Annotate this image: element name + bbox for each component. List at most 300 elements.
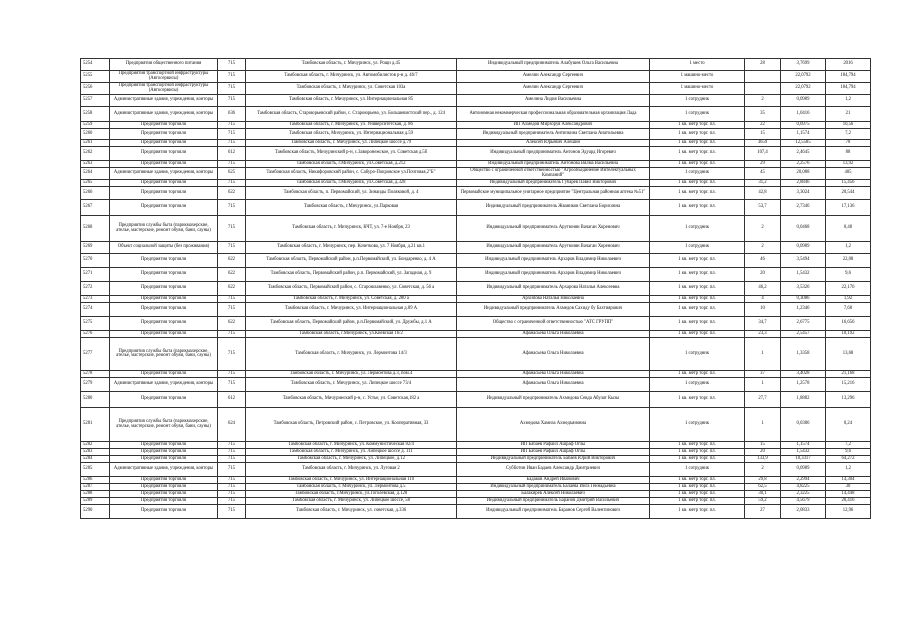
quantity-cell: 1 (745, 338, 781, 371)
total-cell: 14,448 (826, 491, 871, 498)
calc-unit-cell: 1 кв. метр торг. пл. (650, 296, 745, 303)
object-type-cell: Объект социальной защиты (без проживания) (110, 242, 218, 254)
row-number-cell: 5281 (81, 408, 110, 442)
quantity-cell: 28 (745, 59, 781, 71)
quantity-cell: 4 (745, 296, 781, 303)
object-type-cell: Административные здания, учреждения, конторы (110, 463, 218, 477)
table-row (81, 187, 871, 200)
object-type-cell: Предприятия торговли (110, 200, 218, 216)
owner-cell: Индивидуальный предприниматель Баранов Дмитрий Васильевич (457, 498, 650, 505)
total-cell: 20,544 (826, 187, 871, 200)
table-row (81, 442, 871, 449)
total-cell: 9,6 (826, 268, 871, 282)
total-cell: 21 (826, 107, 871, 122)
object-type-cell: Предприятия службы быта (парикмахерские, ателье, мастерские, ремонт обуви, бани, сауны) (110, 338, 218, 371)
okato-code-cell: 715 (218, 491, 246, 498)
address-cell: Тамбовская область, г. Мичуринск, ул. Липецкое, д.12 (246, 456, 457, 463)
norm-cell: 0,6975 (781, 122, 826, 129)
object-type-cell: Предприятия торговли (110, 122, 218, 129)
okato-code-cell: 622 (218, 282, 246, 296)
table-row (81, 296, 871, 303)
calc-unit-cell: 1 кв. метр торг. пл. (650, 282, 745, 296)
address-cell: Тамбовская область, г. Мичуринск, ул. Лермонтова 14/3 (246, 338, 457, 371)
owner-cell: Ахмедова Хамиза Ахмедъяновна (457, 408, 650, 442)
object-type-cell: Предприятия торговли (110, 254, 218, 268)
object-type-cell: Предприятия торговли (110, 187, 218, 200)
address-cell: Тамбовская область, г. Мичуринск, ул. Рощи д.45 (246, 59, 457, 71)
calc-unit-cell: 1 сотрудник (650, 378, 745, 392)
row-number-cell: 5260 (81, 129, 110, 140)
okato-code-cell: 715 (218, 200, 246, 216)
total-cell: 13,296 (826, 392, 871, 408)
row-number-cell: 5279 (81, 378, 110, 392)
row-number-cell: 5254 (81, 59, 110, 71)
object-type-cell: Административные здания, учреждения, конторы (110, 95, 218, 107)
quantity-cell: 62,5 (745, 484, 781, 491)
norm-cell: 2,3225 (781, 491, 826, 498)
okato-code-cell: 715 (218, 242, 246, 254)
total-cell: 13,68 (826, 338, 871, 371)
address-cell: Тамбовская область, г. Мичуринск, ул. Луговая 2 (246, 463, 457, 477)
object-type-cell: Предприятия торговли (110, 268, 218, 282)
calc-unit-cell: 1 сотрудник (650, 242, 745, 254)
quantity-cell: 30,1 (745, 491, 781, 498)
okato-code-cell: 622 (218, 254, 246, 268)
okato-code-cell: 715 (218, 505, 246, 519)
norm-cell: 2,6775 (781, 317, 826, 331)
calc-unit-cell: 1 кв. метр торг. пл. (650, 505, 745, 519)
calc-unit-cell: 1 кв. метр торг. пл. (650, 456, 745, 463)
norm-cell: 3,5326 (781, 282, 826, 296)
calc-unit-cell: 1 машино-место (650, 83, 745, 95)
owner-cell: Индивидуальный предприниматель Архаров Владимир Николаевич (457, 268, 650, 282)
table-row (81, 505, 871, 519)
object-type-cell: Предприятия торговли (110, 140, 218, 147)
okato-code-cell: 612 (218, 392, 246, 408)
norm-cell: 3,4028 (781, 371, 826, 378)
owner-cell: Индивидуальный предприниматель Алабушев Ольга Васильевна (457, 59, 650, 71)
address-cell: Тамбовская область, г. Мичуринск, ул. Советская 103а (246, 83, 457, 95)
calc-unit-cell: 1 машино-место (650, 71, 745, 83)
address-cell: Тамбовская область, г. Мичуринск, пер. Кочеткова, ул. 7 Ноября, д.21 кв.1 (246, 242, 457, 254)
okato-code-cell: 715 (218, 484, 246, 491)
table-row (81, 463, 871, 477)
row-number-cell: 5270 (81, 254, 110, 268)
quantity-cell: 37 (745, 371, 781, 378)
owner-cell: Индивидуальный предприниматель Губарев Павел Викторович (457, 180, 650, 187)
address-cell: Тамбовская область, г. Мичуринск, ул. Липецкое шоссе 73/4 (246, 378, 457, 392)
total-cell: 17,136 (826, 200, 871, 216)
row-number-cell: 5259 (81, 122, 110, 129)
address-cell: Тамбовская область, Первомайский район, р.п.Первомайский, ул. Бондаренко, д. 4 А (246, 254, 457, 268)
calc-unit-cell: 1 кв. метр торг. пл. (650, 491, 745, 498)
row-number-cell: 5286 (81, 477, 110, 484)
object-type-cell: Предприятия торговли (110, 392, 218, 408)
calc-unit-cell: 1 место (650, 59, 745, 71)
norm-cell: 1,5432 (781, 268, 826, 282)
okato-code-cell: 715 (218, 140, 246, 147)
quantity-cell: 42,8 (745, 187, 781, 200)
quantity-cell: 35 (745, 107, 781, 122)
owner-cell: Индивидуальный предприниматель Бабаев Юрий Викторович (457, 456, 650, 463)
total-cell: 2016 (826, 59, 871, 71)
calc-unit-cell: 1 кв. метр торг. пл. (650, 477, 745, 484)
address-cell: Тамбовская область, Мичуринский р-н, с.Заворонежское, ул. Советская д.5б (246, 147, 457, 161)
okato-code-cell: 715 (218, 71, 246, 83)
calc-unit-cell: 1 кв. метр торг. пл. (650, 392, 745, 408)
table-row (81, 71, 871, 83)
address-cell: Тамбовская область, Первомайский район, р.п.Первомайский, ул. Дружбы, д.1 А (246, 317, 457, 331)
total-cell: 7,68 (826, 303, 871, 317)
owner-cell: Алексей Юрьевич Алешин (457, 140, 650, 147)
object-type-cell: Предприятия торговли (110, 456, 218, 463)
quantity-cell: 27 (745, 505, 781, 519)
okato-code-cell: 622 (218, 317, 246, 331)
total-cell: 28,416 (826, 498, 871, 505)
quantity-cell: 27,7 (745, 392, 781, 408)
quantity-cell: 20 (745, 449, 781, 456)
object-type-cell: Предприятия торговли (110, 282, 218, 296)
row-number-cell: 5269 (81, 242, 110, 254)
table-row (81, 491, 871, 498)
row-number-cell: 5284 (81, 456, 110, 463)
owner-cell: Индивидуальный предприниматель Жваников Светлана Борисовна (457, 200, 650, 216)
quantity-cell: 22 (745, 122, 781, 129)
owner-cell: Индивидуальный предприниматель Антонов Эдуард Игоревич (457, 147, 650, 161)
calc-unit-cell: 1 кв. метр торг. пл. (650, 122, 745, 129)
row-number-cell: 5263 (81, 161, 110, 168)
object-type-cell: Предприятия торговли (110, 317, 218, 331)
okato-code-cell: 715 (218, 498, 246, 505)
row-number-cell: 5258 (81, 107, 110, 122)
total-cell: 14,304 (826, 477, 871, 484)
row-number-cell: 5288 (81, 491, 110, 498)
row-number-cell: 5283 (81, 449, 110, 456)
norm-cell: 0,3086 (781, 296, 826, 303)
address-cell: Тамбовская область, Петровский район, с. Петровское, ул. Кооперативная, 33 (246, 408, 457, 442)
owner-cell: Индивидуальный предприниматель Арутюнян Вачаган Хоренович (457, 242, 650, 254)
row-number-cell: 5277 (81, 338, 110, 371)
calc-unit-cell: 1 сотрудник (650, 95, 745, 107)
object-type-cell: Предприятия торговли (110, 296, 218, 303)
address-cell: Тамбовская область, Никифоровский район, с. Сабуро-Покровское ул.Почтовая,2"Б" (246, 168, 457, 180)
address-cell: Тамбовская область, Первомайский район, р.п. Первомайский, ул. Западная, д. 9 (246, 268, 457, 282)
norm-cell: 0,0989 (781, 95, 826, 107)
norm-cell: 0,0468 (781, 216, 826, 242)
table-row (81, 83, 871, 95)
okato-code-cell: 636 (218, 107, 246, 122)
total-cell: 21,168 (826, 371, 871, 378)
row-number-cell: 5276 (81, 331, 110, 338)
quantity-cell: 53,7 (745, 200, 781, 216)
total-cell: 16,656 (826, 317, 871, 331)
object-type-cell: Предприятия торговли (110, 484, 218, 491)
table-row (81, 147, 871, 161)
quantity-cell: 59,2 (745, 498, 781, 505)
total-cell: 0,48 (826, 216, 871, 242)
row-number-cell: 5287 (81, 484, 110, 491)
calc-unit-cell: 1 сотрудник (650, 216, 745, 242)
address-cell: Тамбовская область, г. Мичуринск, ул. Липецкое шоссе д.79 (246, 140, 457, 147)
object-type-cell: Предприятия торговли (110, 491, 218, 498)
okato-code-cell: 715 (218, 338, 246, 371)
table-row (81, 317, 871, 331)
calc-unit-cell: 1 сотрудник (650, 408, 745, 442)
owner-cell: Общество с ограниченной ответственностью "АТС ГРУПП" (457, 317, 650, 331)
owner-cell: Индивидуальный предприниматель Арутюнян Вачаган Хоренович (457, 216, 650, 242)
norm-cell: 2,2994 (781, 477, 826, 484)
owner-cell: ИП Бабаев Рафаил Ашраф Оглы (457, 449, 650, 456)
quantity-cell: 15 (745, 129, 781, 140)
object-type-cell: Административные здания, учреждения, конторы (110, 107, 218, 122)
owner-cell: Афанасьева Ольга Николаевна (457, 331, 650, 338)
row-number-cell: 5264 (81, 168, 110, 180)
calc-unit-cell: 1 кв. метр торг. пл. (650, 140, 745, 147)
calc-unit-cell: 1 кв. метр торг. пл. (650, 303, 745, 317)
address-cell: Тамбовская область, г. Мичуринск, КЧТ, ул. 7-е Ноября, 23 (246, 216, 457, 242)
total-cell: 10,192 (826, 331, 871, 338)
norm-cell: 2,4645 (781, 147, 826, 161)
object-type-cell: Предприятия торговли (110, 303, 218, 317)
row-number-cell: 5273 (81, 296, 110, 303)
object-type-cell: Предприятия транспортной инфраструктуры (Автосервисы) (110, 71, 218, 83)
owner-cell: Индивидуальный предприниматель Антипкина Светлана Анатольевна (457, 129, 650, 140)
total-cell: 22,08 (826, 254, 871, 268)
calc-unit-cell: 1 кв. метр торг. пл. (650, 254, 745, 268)
object-type-cell: Административные здания, учреждения, конторы (110, 378, 218, 392)
row-number-cell: 5268 (81, 216, 110, 242)
address-cell: Тамбовская область, г. Мичуринск, ул. Университетская, д. 86 (246, 122, 457, 129)
total-cell: 22,176 (826, 282, 871, 296)
okato-code-cell: 715 (218, 442, 246, 449)
calc-unit-cell: 1 сотрудник (650, 338, 745, 371)
calc-unit-cell: 1 кв. метр торг. пл. (650, 498, 745, 505)
okato-code-cell: 612 (218, 147, 246, 161)
address-cell: Тамбовская область, Староюрьевский район, с. Староюрьево, ул. Большевистский пер., д. 124 (246, 107, 457, 122)
okato-code-cell: 715 (218, 59, 246, 71)
row-number-cell: 5271 (81, 268, 110, 282)
okato-code-cell: 622 (218, 187, 246, 200)
row-number-cell: 5278 (81, 371, 110, 378)
address-cell: Тамбовская область, г. Мичуринск, ул. Коммунистическая 82/4 (246, 442, 457, 449)
norm-cell: 12,5585 (781, 140, 826, 147)
row-number-cell: 5290 (81, 505, 110, 519)
norm-cell: 0,0989 (781, 242, 826, 254)
table-row (81, 59, 871, 71)
calc-unit-cell: 1 кв. метр торг. пл. (650, 371, 745, 378)
address-cell: Тамбовская область, г. Мичуринск, ул. Лермонтова д.5 (246, 484, 457, 491)
object-type-cell: Предприятия торговли (110, 442, 218, 449)
row-number-cell: 5261 (81, 140, 110, 147)
row-number-cell: 5285 (81, 463, 110, 477)
register-table (80, 58, 871, 519)
quantity-cell: 34,7 (745, 317, 781, 331)
table-row (81, 331, 871, 338)
table-row (81, 216, 871, 242)
owner-cell: Афанасьева Ольга Николаевна (457, 371, 650, 378)
okato-code-cell: 715 (218, 378, 246, 392)
okato-code-cell: 715 (218, 449, 246, 456)
quantity-cell: 20 (745, 268, 781, 282)
okato-code-cell: 715 (218, 477, 246, 484)
object-type-cell: Предприятия торговли (110, 331, 218, 338)
total-cell: 78 (826, 140, 871, 147)
owner-cell: Индивидуальный предприниматель Баранов Сергей Валентинович (457, 505, 650, 519)
okato-code-cell: 624 (218, 408, 246, 442)
okato-code-cell: 715 (218, 303, 246, 317)
row-number-cell: 5272 (81, 282, 110, 296)
owner-cell: ИП Ахмедов Мирзоруя Александрович (457, 122, 650, 129)
row-number-cell: 5265 (81, 180, 110, 187)
address-cell: Тамбовская область, г. Мичуринск, ул. Интернациональная 85 (246, 95, 457, 107)
row-number-cell: 5289 (81, 498, 110, 505)
quantity-cell: 3659 (745, 140, 781, 147)
table-row (81, 129, 871, 140)
table-row (81, 122, 871, 129)
object-type-cell: Предприятия службы быта (парикмахерские, ателье, мастерские, ремонт обуви, бани, сауны) (110, 216, 218, 242)
quantity-cell: 2 (745, 95, 781, 107)
norm-cell: 20,088 (781, 168, 826, 180)
norm-cell: 3,3024 (781, 187, 826, 200)
calc-unit-cell: 1 кв. метр торг. пл. (650, 317, 745, 331)
table-row (81, 107, 871, 122)
owner-cell: Индивидуальный предприниматель Ахмедова Севда Абулат Кызы (457, 392, 650, 408)
total-cell: 9,6 (826, 449, 871, 456)
norm-cell: 1,0416 (781, 107, 826, 122)
calc-unit-cell: 1 сотрудник (650, 107, 745, 122)
address-cell: Тамбовская область, г. Мичуринск, ул. советская, д.336 (246, 505, 457, 519)
owner-cell: Афанасьева Ольга Николаевна (457, 338, 650, 371)
object-type-cell: Предприятия торговли (110, 498, 218, 505)
object-type-cell: Административные здания, учреждения, конторы (110, 168, 218, 180)
okato-code-cell: 715 (218, 216, 246, 242)
object-type-cell: Предприятия транспортной инфраструктуры (Автосервисы) (110, 83, 218, 95)
row-number-cell: 5280 (81, 392, 110, 408)
norm-cell: 1,3358 (781, 338, 826, 371)
owner-cell: Индивидуальный предприниматель Архаров Владимир Николаевич (457, 254, 650, 268)
total-cell: 1,2 (826, 242, 871, 254)
norm-cell: 4,8225 (781, 484, 826, 491)
calc-unit-cell: 1 кв. метр торг. пл. (650, 200, 745, 216)
quantity-cell: 45 (745, 168, 781, 180)
calc-unit-cell: 1 кв. метр торг. пл. (650, 147, 745, 161)
row-number-cell: 5257 (81, 95, 110, 107)
norm-cell: 2,2576 (781, 161, 826, 168)
norm-cell: 22,0792 (781, 83, 826, 95)
calc-unit-cell: 1 кв. метр торг. пл. (650, 187, 745, 200)
owner-cell: Общество с ограниченной ответственностью "Агрообъединение Интелектуальных Компаний" (457, 168, 650, 180)
object-type-cell: Предприятия торговли (110, 129, 218, 140)
total-cell: 7,2 (826, 129, 871, 140)
object-type-cell: Предприятия общественного питания (110, 59, 218, 71)
address-cell: Тамбовская область, п. Первомайский, ул. Зинаиды Поляковой, д. 4 (246, 187, 457, 200)
quantity-cell: 29,8 (745, 477, 781, 484)
quantity-cell: 31,2 (745, 180, 781, 187)
table-row (81, 200, 871, 216)
calc-unit-cell: 1 сотрудник (650, 463, 745, 477)
okato-code-cell: 715 (218, 180, 246, 187)
total-cell: 184,794 (826, 71, 871, 83)
okato-code-cell: 715 (218, 83, 246, 95)
total-cell: 184,794 (826, 83, 871, 95)
norm-cell: 2,7346 (781, 200, 826, 216)
owner-cell: Индивидуальный предприниматель Архарова Наталья Алексеевна (457, 282, 650, 296)
row-number-cell: 5255 (81, 71, 110, 83)
norm-cell: 1,2578 (781, 378, 826, 392)
quantity-cell (745, 71, 781, 83)
table-row (81, 498, 871, 505)
owner-cell: Бадаков Андрей Иванович (457, 477, 650, 484)
address-cell: Тамбовская область, г. Мичуринск, ул. Лермонтова д.3, пом.4 (246, 371, 457, 378)
calc-unit-cell: 1 кв. метр торг. пл. (650, 161, 745, 168)
quantity-cell: 1 (745, 378, 781, 392)
calc-unit-cell: 1 сотрудник (650, 168, 745, 180)
address-cell: Тамбовская область, г. Мичуринск, ул. Советская, д. 280 а (246, 296, 457, 303)
address-cell: Тамбовская область, г. Мичуринск, ул. Липецкое шоссе д. 111 (246, 449, 457, 456)
total-cell: 7,2 (826, 442, 871, 449)
object-type-cell: Предприятия торговли (110, 505, 218, 519)
table-row (81, 392, 871, 408)
norm-cell: 4,5679 (781, 498, 826, 505)
table-row (81, 371, 871, 378)
norm-cell: 1,5432 (781, 449, 826, 456)
total-cell: 88 (826, 147, 871, 161)
norm-cell: 1,2346 (781, 303, 826, 317)
calc-unit-cell: 1 кв. метр торг. пл. (650, 442, 745, 449)
quantity-cell: 23,3 (745, 331, 781, 338)
norm-cell: 22,0792 (781, 71, 826, 83)
address-cell: Тамбовская область, Мичуринский р-н, с. Устье, ул. Советская,182 а (246, 392, 457, 408)
okato-code-cell: 715 (218, 456, 246, 463)
norm-cell: 2,0833 (781, 505, 826, 519)
quantity-cell (745, 83, 781, 95)
okato-code-cell: 715 (218, 371, 246, 378)
quantity-cell: 46 (745, 254, 781, 268)
table-row (81, 242, 871, 254)
address-cell: Тамбовская область, г. Мичуринск, ул. Липецкое шоссе, 58 (246, 498, 457, 505)
object-type-cell: Предприятия службы быта (парикмахерские, ателье, мастерские, ремонт обуви, бани, сауны) (110, 408, 218, 442)
table-row (81, 484, 871, 491)
table-row (81, 477, 871, 484)
quantity-cell: 107,4 (745, 147, 781, 161)
object-type-cell: Предприятия торговли (110, 371, 218, 378)
quantity-cell: 15 (745, 442, 781, 449)
row-number-cell: 5275 (81, 317, 110, 331)
calc-unit-cell: 1 кв. метр торг. пл. (650, 449, 745, 456)
row-number-cell: 5266 (81, 187, 110, 200)
table-row (81, 161, 871, 168)
total-cell: 15,456 (826, 180, 871, 187)
owner-cell: Амелин Александр Сергеевич (457, 71, 650, 83)
table-row (81, 180, 871, 187)
table-row (81, 408, 871, 442)
total-cell: 64,272 (826, 456, 871, 463)
object-type-cell: Предприятия торговли (110, 147, 218, 161)
norm-cell: 1,1574 (781, 129, 826, 140)
norm-cell: 2,5457 (781, 331, 826, 338)
calc-unit-cell: 1 кв. метр торг. пл. (650, 268, 745, 282)
owner-cell: Первомайское муниципальное унитарное предприятие "Центральная районная аптека №51" (457, 187, 650, 200)
okato-code-cell: 715 (218, 122, 246, 129)
address-cell: Тамбовская область, г.Мичуринск, ул.Советская, д.328 (246, 180, 457, 187)
norm-cell: 10,3317 (781, 456, 826, 463)
table-row (81, 268, 871, 282)
address-cell: Тамбовская область, г.Мичуринск, ул.Киевская 16/2 (246, 331, 457, 338)
norm-cell: 1,1574 (781, 442, 826, 449)
table-row (81, 303, 871, 317)
owner-cell: ИП Бабаев Рафаил Ашраф Оглы (457, 442, 650, 449)
row-number-cell: 5256 (81, 83, 110, 95)
